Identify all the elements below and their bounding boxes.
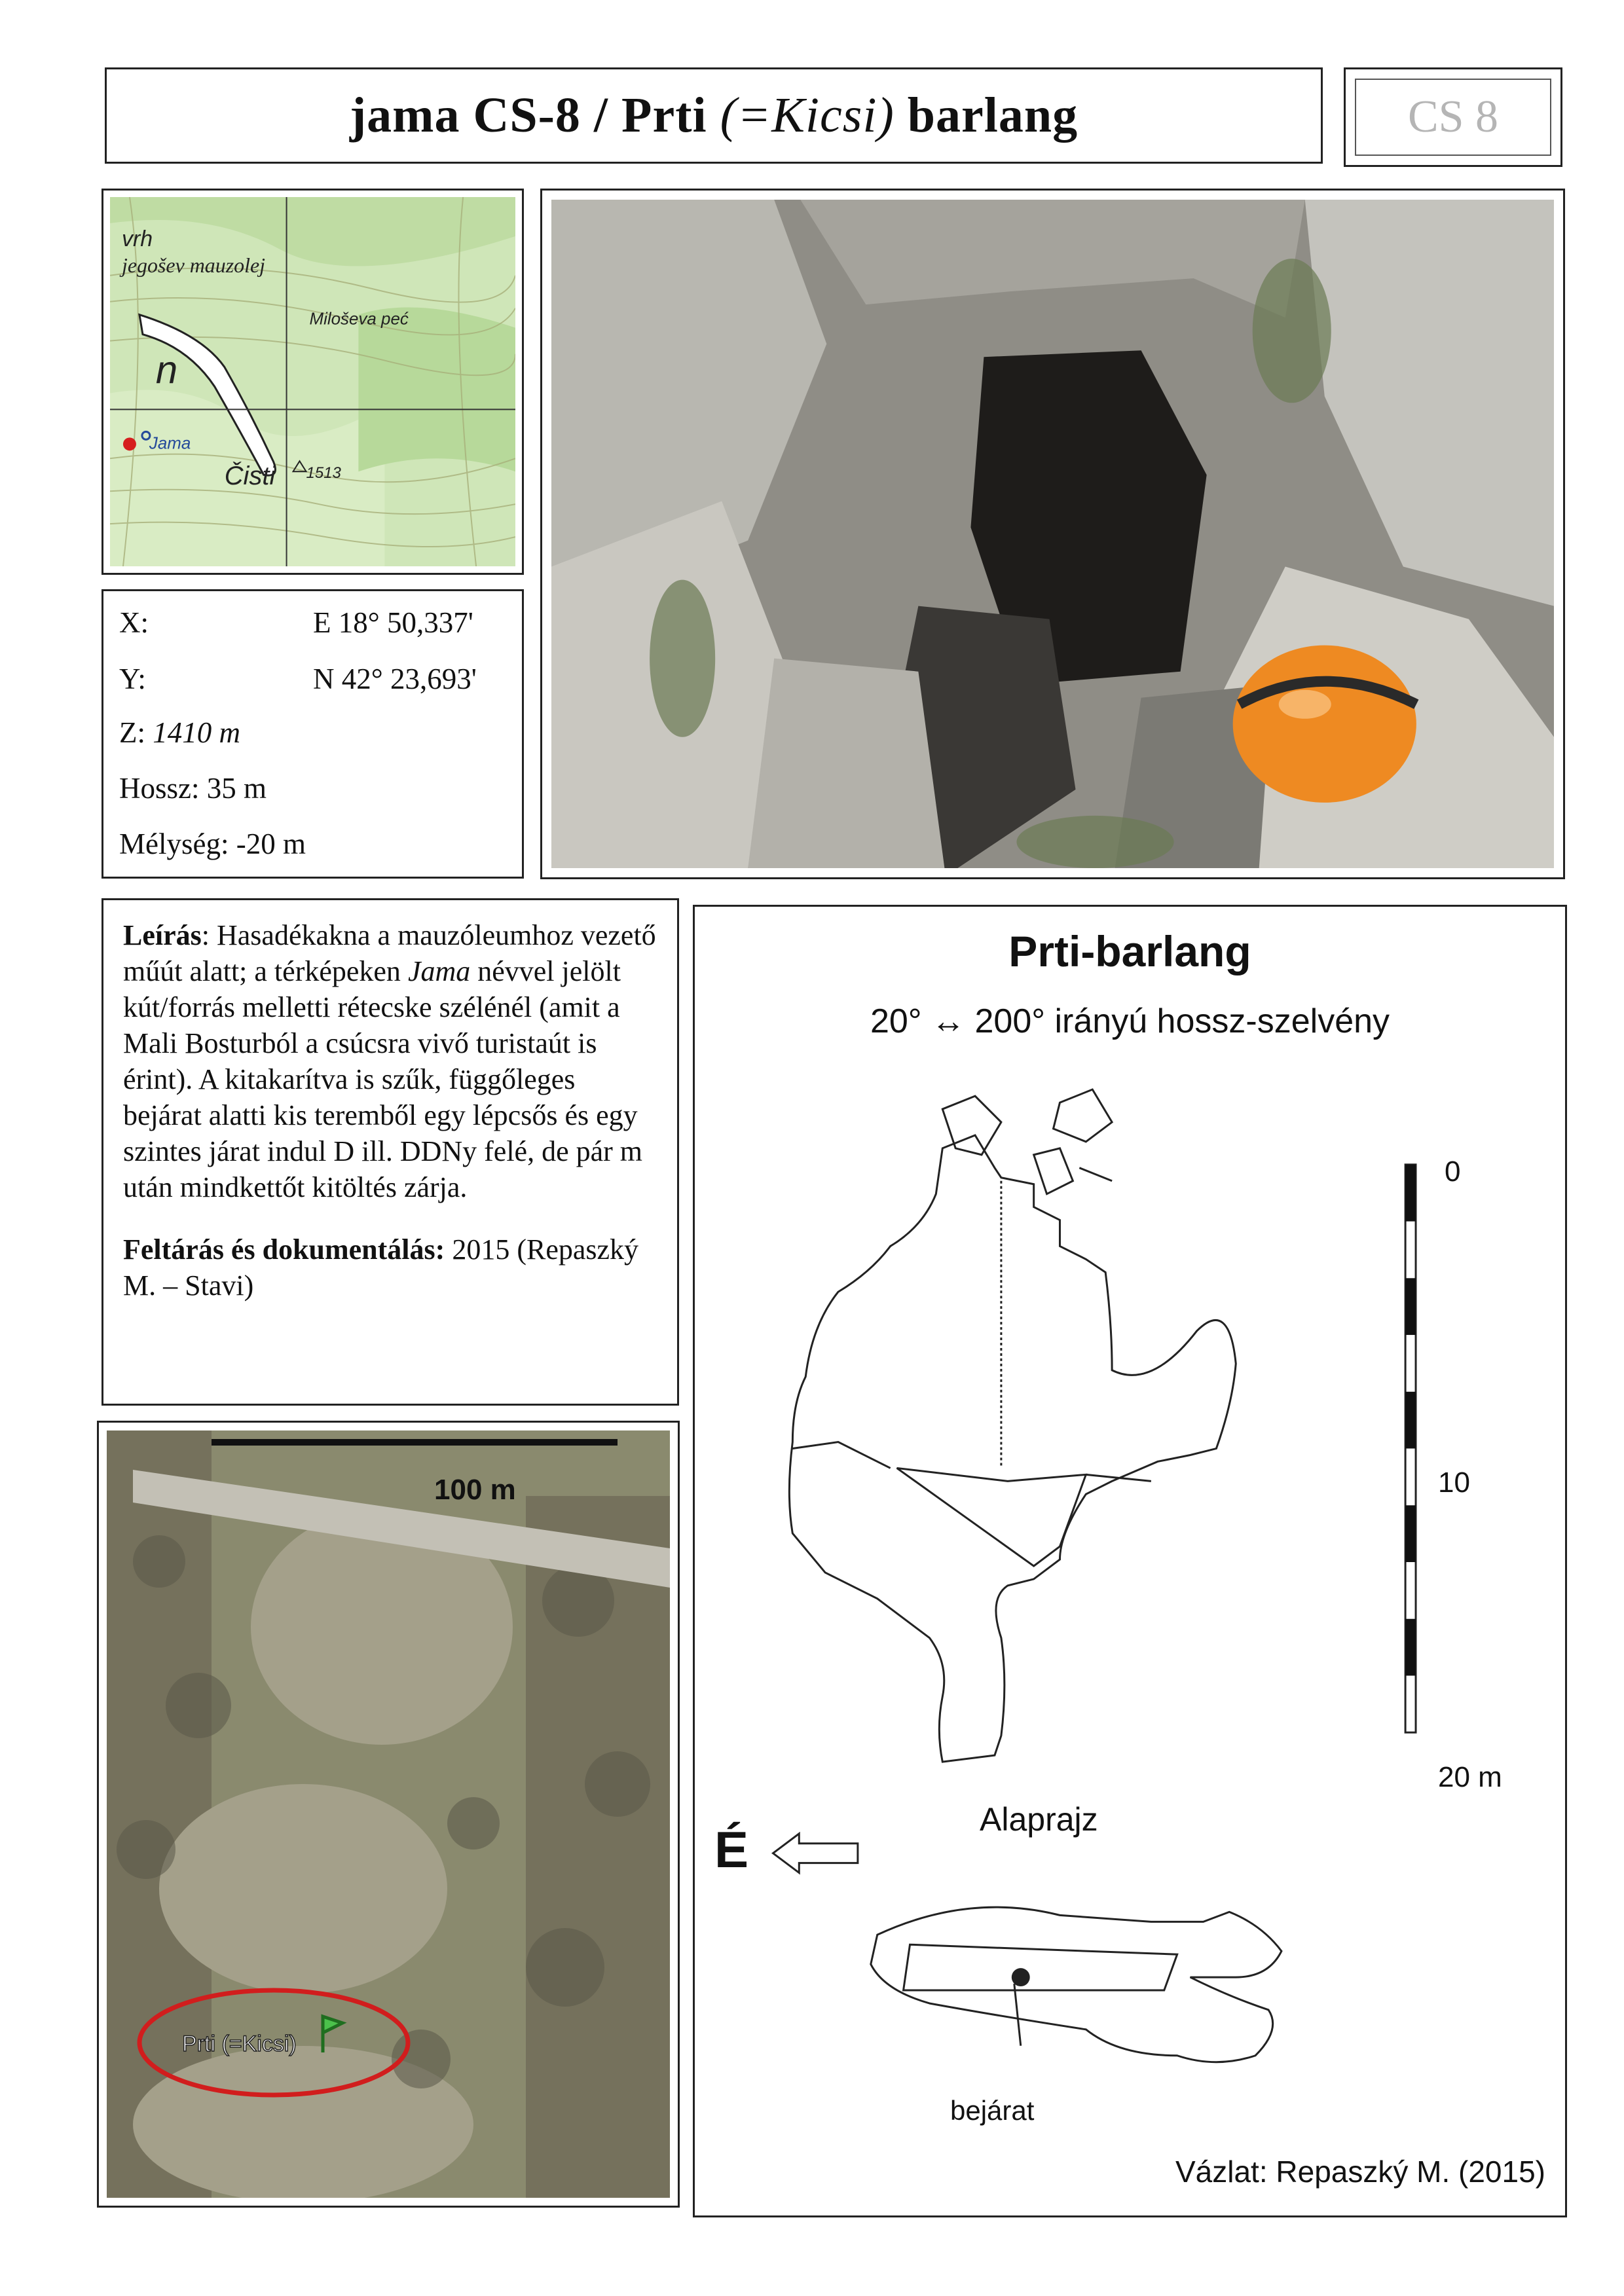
description-text-2: névvel jelölt kút/forrás melletti rétecske szélénél (amit a Mali Bosturból a csúcsra vivő turistaút is érint). A kitakarítva is szűk, függőleges bejárat alatti kis teremből egy lépcsős és egy szintes járat indul D ill. DDNy felé, de pár m után mindkettőt kitöltés zárja. [123, 955, 643, 1203]
scale-label-0: 0 [1445, 1156, 1461, 1188]
y-label: Y: [119, 663, 146, 695]
y-value: N 42° 23,693' [313, 663, 477, 695]
plan-outline [871, 1907, 1282, 2062]
topo-map-image [110, 197, 515, 566]
map-label-milosevapec: Miloševa peć [309, 310, 409, 329]
title-main: jama CS-8 / Prti [349, 88, 720, 143]
x-value: E 18° 50,337' [313, 606, 473, 639]
page-title [350, 87, 1078, 144]
description-text-1: : Hasadékakna a mauzóleumhoz vezető műút alatt; a térképeken [123, 919, 656, 987]
north-label: É [714, 1821, 749, 1878]
orange-helmet [1233, 646, 1416, 803]
map-label-mausoleum: jegošev mauzolej [121, 253, 266, 277]
z-label: Z: [119, 716, 145, 749]
title-alias: (=Kicsi) [720, 88, 895, 143]
exploration-text: 2015 (Repaszký M. – Stavi) [123, 1233, 639, 1302]
plan-label: Alaprajz [980, 1801, 1098, 1838]
entrance-photo [540, 189, 1565, 879]
scale-label-10: 10 [1438, 1467, 1470, 1499]
title-box [105, 67, 1323, 164]
length-value: Hossz: 35 m [119, 772, 267, 805]
aerial-photo-image [107, 1430, 670, 2198]
profile-passage [897, 1468, 1086, 1566]
map-label-cisti: Čisti [224, 462, 276, 491]
coordinates-box [101, 589, 524, 879]
aerial-scale-label: 100 m [434, 1474, 516, 1506]
x-label: X: [119, 606, 149, 639]
title-suffix: barlang [894, 88, 1079, 143]
description-paragraph [123, 917, 657, 1205]
scale-label-20: 20 m [1438, 1761, 1502, 1793]
entrance-label: bejárat [950, 2095, 1035, 2126]
entrance-marker [1012, 1968, 1030, 1986]
survey-subtitle: 20° ↔ 200° irányú hossz-szelvény [870, 1002, 1390, 1040]
aerial-photo [97, 1421, 680, 2208]
survey-title: Prti-barlang [1008, 927, 1251, 975]
sketch-author: Vázlat: Repaszký M. (2015) [1175, 2155, 1545, 2189]
exploration-label: Feltárás és dokumentálás: [123, 1233, 445, 1266]
description-box [101, 898, 679, 1406]
aerial-cave-label: Prti (=Kicsi) [182, 2032, 297, 2056]
z-value: 1410 m [153, 716, 240, 749]
map-label-n: n [155, 348, 178, 392]
exploration-paragraph [123, 1231, 657, 1303]
entrance-pointer [1014, 1984, 1021, 2046]
topo-map [101, 189, 524, 575]
entrance-photo-image [551, 200, 1554, 868]
entrance-blocks [942, 1096, 1001, 1155]
north-arrow-icon [773, 1834, 857, 1873]
z-row [119, 716, 240, 750]
cave-code: CS 8 [1407, 92, 1499, 142]
description-label: Leírás [123, 919, 202, 951]
profile-outline [789, 1135, 1236, 1762]
depth-value: Mélység: -20 m [119, 828, 306, 860]
cave-code-box [1344, 67, 1562, 167]
description-jama: Jama [407, 955, 471, 987]
survey-drawing [695, 907, 1565, 2215]
cave-location-dot [123, 437, 136, 450]
map-label-peak: 1513 [306, 464, 341, 483]
map-label-jama: Jama [149, 434, 191, 453]
plan-passage [904, 1944, 1177, 1990]
map-label-vrh: vrh [121, 226, 153, 251]
cave-survey-box [693, 905, 1567, 2217]
